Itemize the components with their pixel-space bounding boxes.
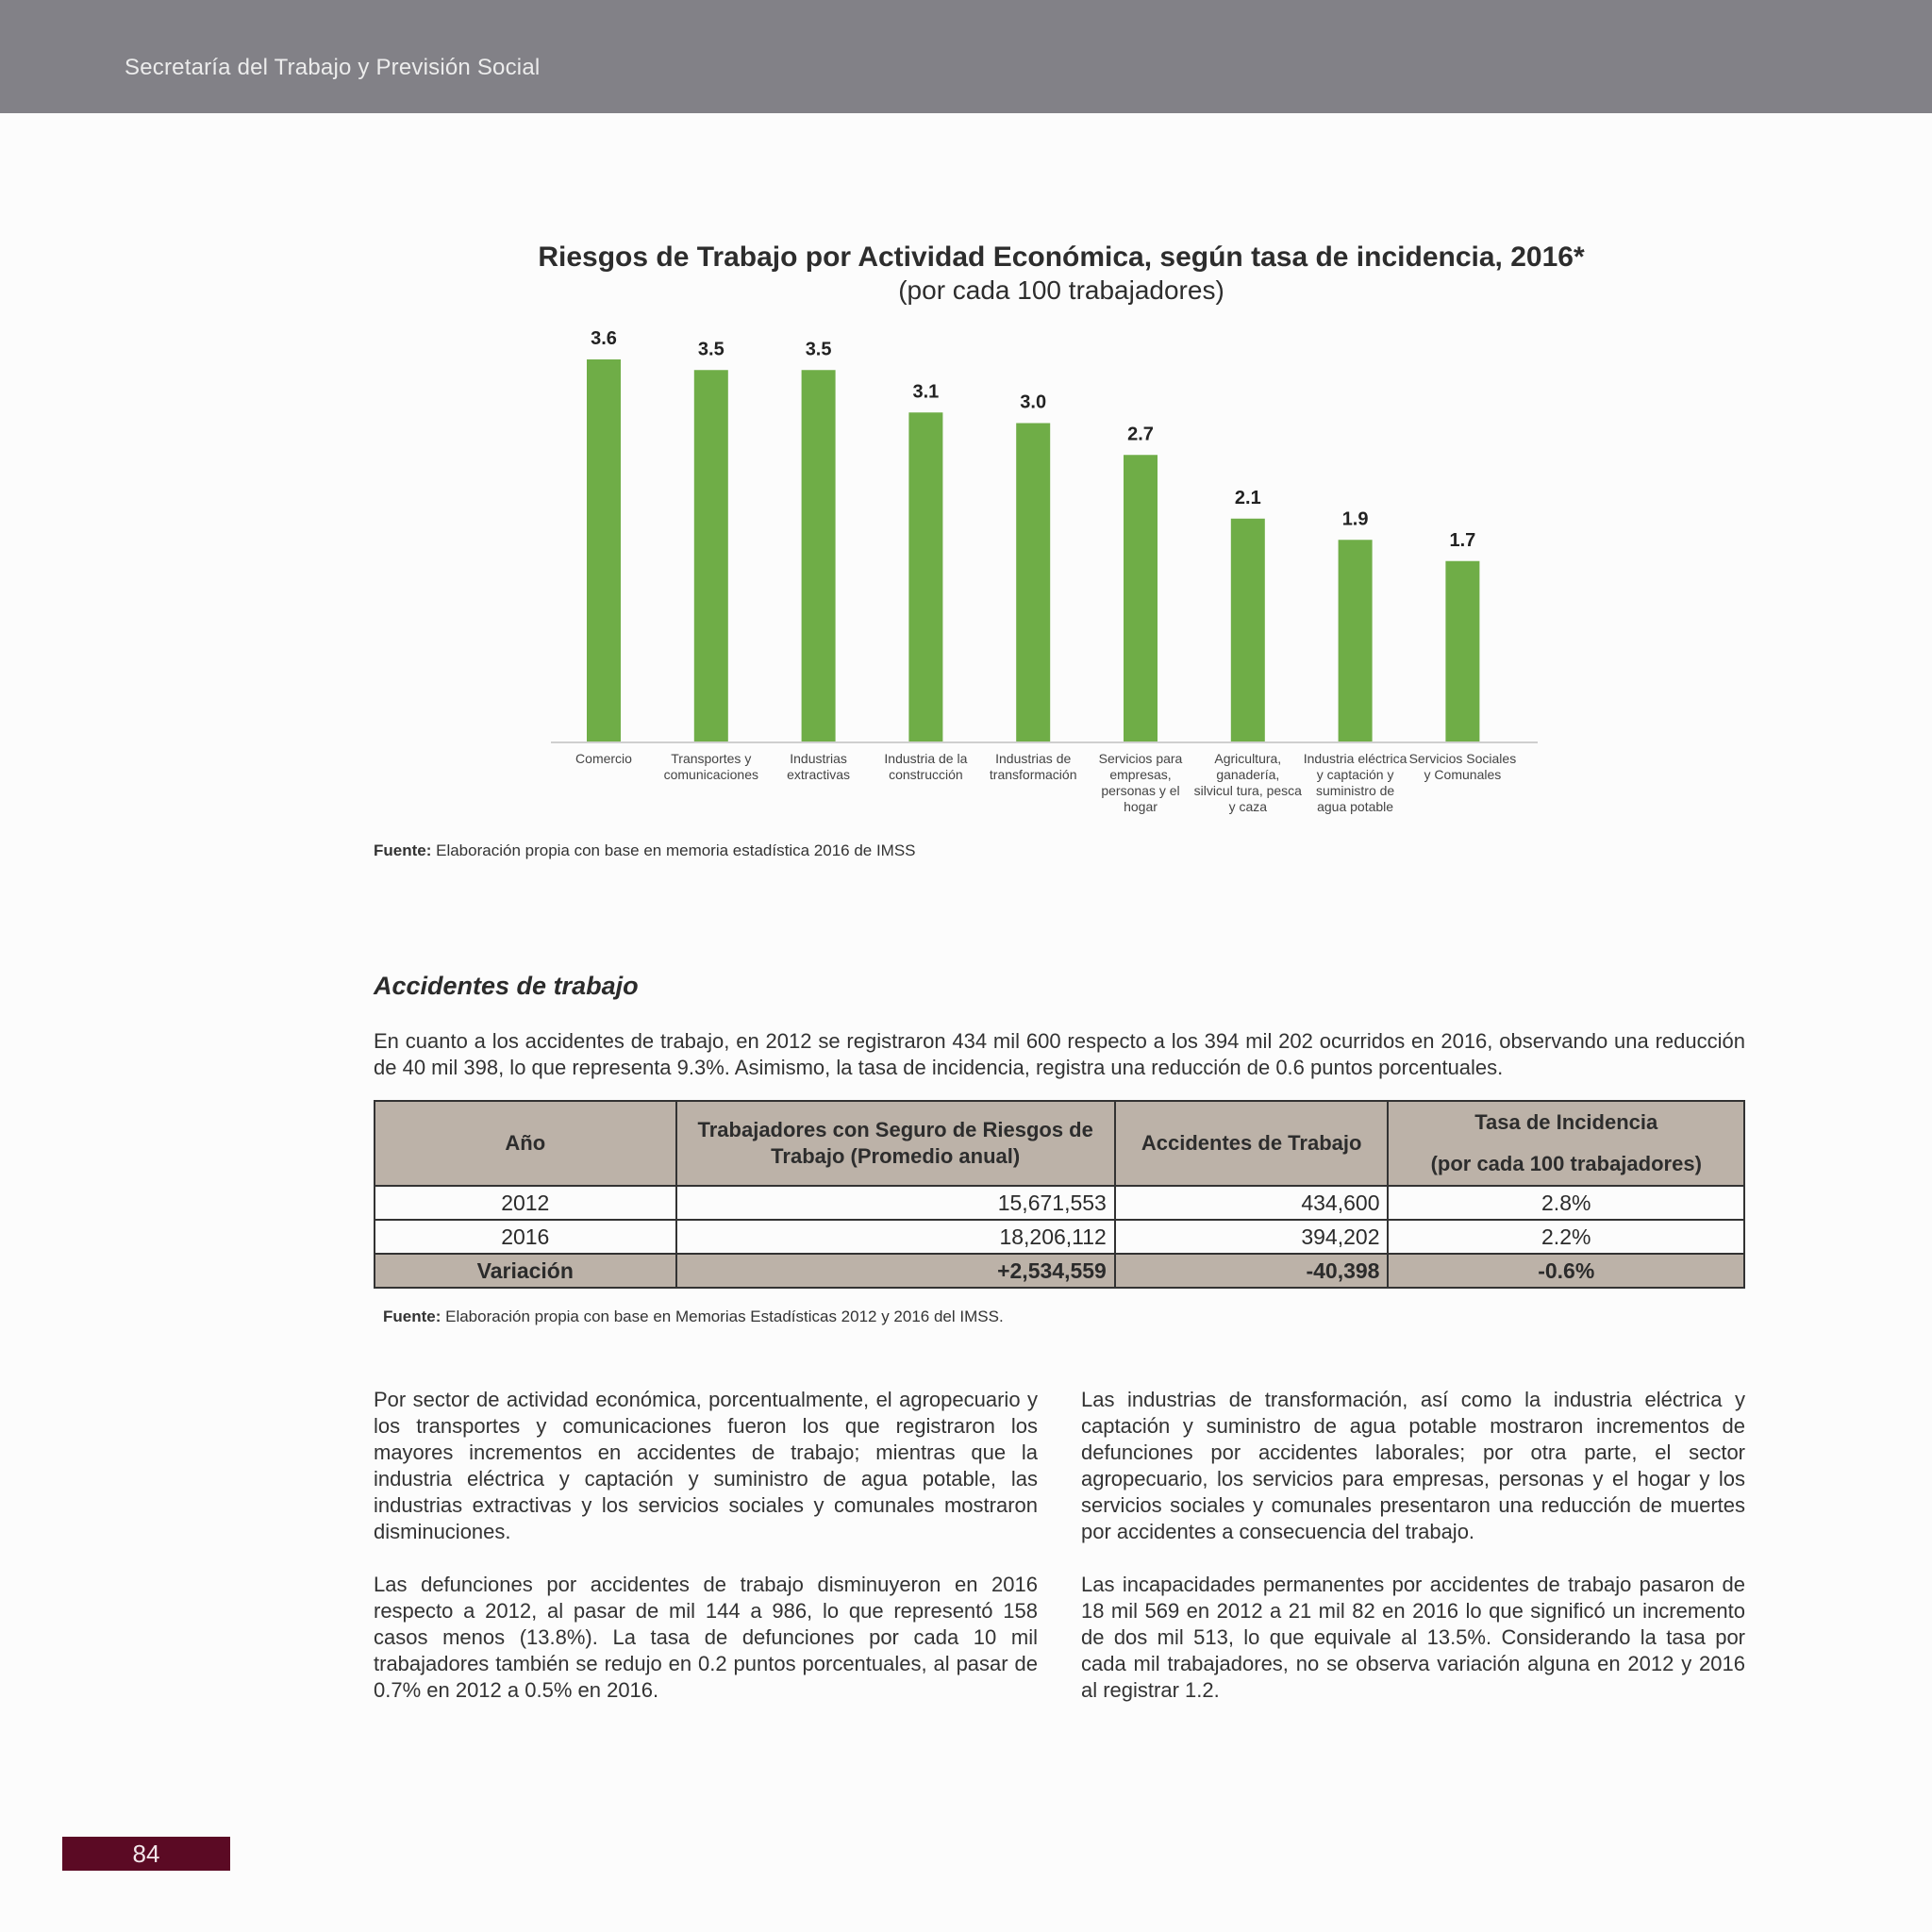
bar-value-label: 2.7 [1127,424,1154,445]
header-accidents: Accidentes de Trabajo [1115,1101,1389,1186]
cell-accidents: 394,202 [1115,1220,1389,1254]
bar-value-label: 3.6 [591,328,617,349]
cell-rate: 2.2% [1388,1220,1744,1254]
x-tick-label: Transportes y comunicaciones [663,751,758,782]
cell-year: 2016 [375,1220,676,1254]
chart-bar [1016,424,1050,742]
accidents-table [374,1100,1745,1289]
table-row [375,1186,1744,1220]
bar-value-label: 2.1 [1234,487,1261,508]
x-tick-label: Industria de la construcción [884,751,968,782]
bar-value-label: 1.9 [1341,508,1369,530]
table-source-text: Elaboración propia con base en Memorias Estadísticas 2012 y 2016 del IMSS. [441,1307,1004,1325]
x-tick-label: Industria eléctrica y captación y suministro de agua potable [1303,751,1407,814]
bar-value-label: 3.1 [912,381,940,403]
section-heading: Accidentes de trabajo [374,972,639,1000]
table-header-row [375,1101,1744,1186]
chart-bar [1445,561,1479,741]
chart-bar [587,359,621,741]
table-row [375,1220,1744,1254]
left-paragraph-1: Por sector de actividad económica, porcentualmente, el agropecuario y los transportes y comunicaciones fueron los que registraron los mayores incrementos en accidentes de trabajo; mientras que la industria eléctrica y captación y suministro de agua potable, las industrias extractivas y los servicios sociales y comunales mostraron disminuciones. [374,1388,1038,1543]
chart-source-label: Fuente: [374,841,432,859]
intro-paragraph: En cuanto a los accidentes de trabajo, en 2012 se registraron 434 mil 600 respecto a los 394 mil 202 ocurridos en 2016, observando una reducción de 40 mil 398, lo que representa 9.3%. Asimismo, la tasa de incidencia, registra una reducción de 0.6 puntos porcentuales. [374,1029,1745,1079]
cell-accidents: 434,600 [1115,1186,1389,1220]
cell-workers: 18,206,112 [676,1220,1115,1254]
bar-value-label: 3.5 [697,339,724,360]
header-rate [1388,1101,1744,1186]
chart-bar [694,370,728,741]
x-tick-label: Industrias extractivas [787,751,851,782]
left-paragraph-2: Las defunciones por accidentes de trabajo disminuyeron en 2016 respecto a 2012, al pasar de mil 144 a 986, lo que representó 158 casos menos (13.8%). La tasa de defunciones por cada 10 mil trabajadores también se redujo en 0.2 puntos porcentuales, al pasar de 0.7% en 2012 a 0.5% en 2016. [374,1573,1038,1702]
chart-source [374,841,916,860]
bar-value-label: 1.7 [1449,529,1476,551]
header-workers: Trabajadores con Seguro de Riesgos de Trabajo (Promedio anual) [676,1101,1115,1186]
header-rate-title: Tasa de Incidencia [1474,1110,1658,1134]
chart-bar [1231,519,1265,741]
page-number: 84 [132,1840,160,1868]
header-title: Secretaría del Trabajo y Previsión Social [125,55,541,80]
chart-bar [1339,540,1373,741]
chart-bar [1124,455,1158,741]
right-paragraph-1: Las industrias de transformación, así como la industria eléctrica y captación y suministro de agua potable mostraron incrementos de defunciones por accidentes laborales; por otra parte, el sector agropecuario, los servicios para empresas, personas y el hogar y los servicios sociales y comunales presentaron una reducción de muertes por accidentes a consecuencia del trabajo. [1081,1388,1745,1543]
cell-total-workers: +2,534,559 [676,1254,1115,1288]
cell-rate: 2.8% [1388,1186,1744,1220]
x-tick-label: Servicios para empresas, personas y el hogar [1098,751,1183,814]
cell-year: 2012 [375,1186,676,1220]
chart-source-text: Elaboración propia con base en memoria estadística 2016 de IMSS [431,841,916,859]
x-tick-label: Comercio [575,751,632,766]
x-tick-label: Agricultura, ganadería, silvicul tura, pesca y caza [1193,751,1302,814]
right-paragraph-2: Las incapacidades permanentes por accidentes de trabajo pasaron de 18 mil 569 en 2012 a 21 mil 82 en 2016 lo que significó un incremento de dos mil 513, lo que equivale al 13.5%. Considerando la tasa por cada mil trabajadores, no se observa variación alguna en 2012 y 2016 al registrar 1.2. [1081,1573,1745,1702]
cell-total-accidents: -40,398 [1115,1254,1389,1288]
header-rate-subtitle: (por cada 100 trabajadores) [1430,1152,1702,1175]
chart-subtitle: (por cada 100 trabajadores) [898,275,1224,305]
table-total-row [375,1254,1744,1288]
chart-bar [802,370,836,741]
cell-workers: 15,671,553 [676,1186,1115,1220]
bar-chart [0,0,1932,849]
x-tick-label: Servicios Sociales y Comunales [1408,751,1517,782]
cell-total-rate: -0.6% [1388,1254,1744,1288]
bar-value-label: 3.5 [805,339,832,360]
header-year: Año [375,1101,676,1186]
bar-value-label: 3.0 [1020,391,1047,413]
x-tick-label: Industrias de transformación [989,751,1077,782]
table-source-label: Fuente: [383,1307,441,1325]
cell-total-label: Variación [375,1254,676,1288]
table-source [383,1307,1004,1326]
chart-title: Riesgos de Trabajo por Actividad Económica, según tasa de incidencia, 2016* [538,242,1585,273]
chart-bar [908,412,942,741]
